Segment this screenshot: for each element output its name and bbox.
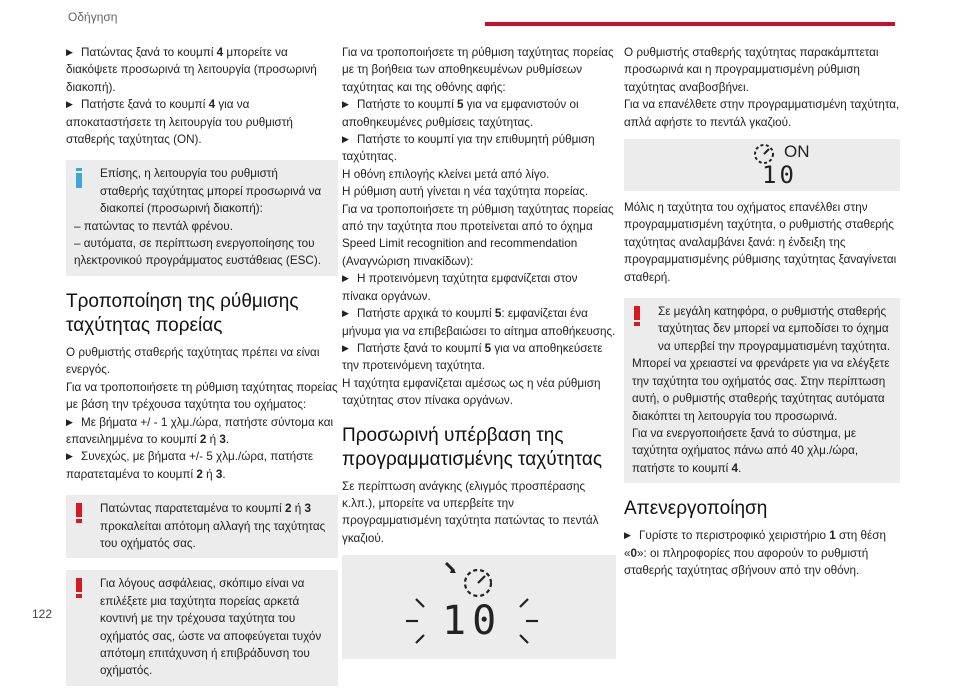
bullet-paragraph: ▶ Πατώντας ξανά το κουμπί 4 μπορείτε να διακόψετε προσωρινά τη λειτουργία (προσωρινή διακοπή). <box>66 46 317 94</box>
arrow-right-icon: ▶ <box>624 530 631 541</box>
warning-note: Σε μεγάλη κατηφόρα, ο ρυθμιστής σταθερής ταχύτητας δεν μπορεί να εμποδίσει το όχημα να υπερβεί την προγραμματισμένη ταχύτητα. Μπορεί να χρειαστεί να φρενάρετε για να ελέγξετε την ταχύτητα του οχήματός σας. Στην περίπτωση αυτή, ο ρυθμιστής σταθερής ταχύτητας αυτόματα διακόπτει τη λειτουργία του προσωρινά. Για να ενεργοποιήσετε ξανά το σύστημα, με ταχύτητα οχήματος πάνω από 40 χλμ./ώρα, πατήστε το κουμπί 4. <box>624 298 900 483</box>
column-3: Ο ρυθμιστής σταθερής ταχύτητας παρακάμπτεται προσωρινά και η προγραμματισμένη ρύθμιση ταχύτητας αναβοσβήνει. Για να επανέλθετε στην προγραμματισμένη ταχύτητα, απλά αφήστε το πεντάλ γκαζιού. ON 10 Μόλις η ταχύτητα του οχήματος επανέλθει στην προγραμματισμένη ταχύτητα, ο ρυθμιστής σταθερής ταχύτητας αναλαμβάνει ξανά: η ένδειξη της προγραμματισμένης ρύθμισης ταχύτητας ξαναγίνεται σταθερή. Σε μεγάλη κατηφόρα, ο ρυθμιστής σταθερής ταχύτητας δεν μπορεί να εμποδίσει το όχημα να υπερβεί την προγραμματισμένη ταχύτητα. Μπορεί να χρειαστεί να φρενάρετε για να ελέγξετε την ταχύτητα του οχήματός σας. Στην περίπτωση αυτή, ο ρυθμιστής σταθερής ταχύτητας αυτόματα διακόπτει τη λειτουργία του προσωρινά. Για να ενεργοποιήσετε ξανά το σύστημα, με ταχύτητα οχήματος πάνω από 40 χλμ./ώρα, πατήστε το κουμπί 4. Απενεργοποίηση ▶ Γυρίστε το περιστροφικό χειριστήριο 1 στη θέση «0»: οι πληροφορίες που αφορούν το ρυθμιστή σταθερής ταχύτητας σβήνουν από την οθόνη. <box>624 44 900 579</box>
bullet-paragraph: ▶ Πατήστε αρχικά το κουμπί 5: εμφανίζεται ένα μήνυμα για να επιβεβαιώσει το αίτημα αποθήκευσης. <box>342 307 616 338</box>
arrow-right-icon: ▶ <box>66 416 73 427</box>
arrow-right-icon: ▶ <box>342 99 349 110</box>
warning-icon <box>634 306 640 326</box>
bullet-paragraph: ▶ Η προτεινόμενη ταχύτητα εμφανίζεται στον πίνακα οργάνων. <box>342 272 578 303</box>
bullet-paragraph: ▶ Συνεχώς, με βήματα +/- 5 χλμ./ώρα, πατήστε παρατεταμένα το κουμπί 2 ή 3. <box>66 450 314 481</box>
column-2: Για να τροποποιήσετε τη ρύθμιση ταχύτητας πορείας με τη βοήθεια των αποθηκευμένων ρυθμίσεων ταχύτητας και της οθόνης αφής: ▶ Πατήστε το κουμπί 5 για να εμφανιστούν οι αποθηκευμένες ρυθμίσεις ταχύτητας. ▶ Πατήστε το κουμπί για την επιθυμητή ρύθμιση ταχύτητας. Η οθόνη επιλογής κλείνει μετά από λίγο. Η ρύθμιση αυτή γίνεται η νέα ταχύτητα πορείας. Για να τροποποιήσετε τη ρύθμιση ταχύτητας πορείας από την ταχύτητα που προτείνεται από το όχημα Speed Limit recognition and recommendation (Αναγνώριση πινακίδων): ▶ Η προτεινόμενη ταχύτητα εμφανίζεται στον πίνακα οργάνων. ▶ Πατήστε αρχικά το κουμπί 5: εμφανίζεται ένα μήνυμα για να επιβεβαιώσει το αίτημα αποθήκευσης. ▶ Πατήστε ξανά το κουμπί 5 για να αποθηκεύσετε την προτεινόμενη ταχύτητα. Η ταχύτητα εμφανίζεται αμέσως ως η νέα ρύθμιση ταχύτητας στον πίνακα οργάνων. Προσωρινή υπέρβαση της προγραμματισμένης ταχύτητας Σε περίπτωση ανάγκης (ελιγμός προσπέρασης κ.λπ.), μπορείτε να υπερβείτε την προγραμματισμένη ταχύτητα πατώντας το πεντάλ γκαζιού. 10 <box>342 44 616 667</box>
arrow-right-icon: ▶ <box>342 134 349 145</box>
info-note: Επίσης, η λειτουργία του ρυθμιστή σταθερής ταχύτητας μπορεί προσωρινά να διακοπεί (προσωρινή διακοπή): – πατώντας το πεντάλ φρένου. – αυτόματα, σε περίπτωση ενεργοποίησης του ηλεκτρονικού προγράμματος ευστάθειας (ESC). <box>66 160 338 275</box>
bullet-paragraph: ▶ Πατήστε ξανά το κουμπί 5 για να αποθηκεύσετε την προτεινόμενη ταχύτητα. <box>342 341 603 373</box>
arrow-right-icon: ▶ <box>342 342 349 353</box>
column-1: ▶ Πατώντας ξανά το κουμπί 4 μπορείτε να διακόψετε προσωρινά τη λειτουργία (προσωρινή διακοπή). ▶ Πατήστε ξανά το κουμπί 4 για να αποκαταστήσετε τη λειτουργία του ρυθμιστή σταθερής ταχύτητας (ON). Επίσης, η λειτουργία του ρυθμιστή σταθερής ταχύτητας μπορεί προσωρινά να διακοπεί (προσωρινή διακοπή): – πατώντας το πεντάλ φρένου. – αυτόματα, σε περίπτωση ενεργοποίησης του ηλεκτρονικού προγράμματος ευστάθειας (ESC). Τροποποίηση της ρύθμισης ταχύτητας πορείας Ο ρυθμιστής σταθερής ταχύτητας πρέπει να είναι ενεργός. Για να τροποποιήσετε τη ρύθμιση ταχύτητας πορείας με βάση την τρέχουσα ταχύτητα του οχήματος: ▶ Με βήματα +/ - 1 χλμ./ώρα, πατήστε σύντομα και επανειλημμένα το κουμπί 2 ή 3. ▶ Συνεχώς, με βήματα +/- 5 χλμ./ώρα, πατήστε παρατεταμένα το κουμπί 2 ή 3. Πατώντας παρατεταμένα το κουμπί 2 ή 3 προκαλείται απότομη αλλαγή της ταχύτητας του οχήματός σας. Για λόγους ασφάλειας, σκόπιμο είναι να επιλέξετε μια ταχύτητα πορείας αρκετά κοντινή με την τρέχουσα ταχύτητα του οχήματός σας, ώστε να αποφεύγεται τυχόν απότομη επιτάχυνση ή επιβράδυνση του οχήματός. <box>66 44 338 694</box>
header-title: Οδήγηση <box>68 10 118 24</box>
arrow-right-icon: ▶ <box>342 273 349 284</box>
arrow-right-icon: ▶ <box>66 451 73 462</box>
speed-digits: 10 <box>762 161 797 190</box>
section-heading: Τροποποίηση της ρύθμισης ταχύτητας πορείας <box>66 290 299 336</box>
speed-digits: 10 <box>442 598 503 645</box>
info-icon <box>76 168 82 188</box>
warning-note: Πατώντας παρατεταμένα το κουμπί 2 ή 3 προκαλείται απότομη αλλαγή της ταχύτητας του οχήματός σας. <box>66 495 338 558</box>
arrow-right-icon: ▶ <box>342 308 349 319</box>
warning-icon <box>76 503 82 523</box>
bullet-paragraph: ▶ Πατήστε ξανά το κουμπί 4 για να αποκαταστήσετε τη λειτουργία του ρυθμιστή σταθερής ταχύτητας (ON). <box>66 98 293 147</box>
arrow-right-icon: ▶ <box>66 99 73 110</box>
section-heading: Απενεργοποίηση <box>624 498 768 520</box>
bullet-paragraph: ▶ Γυρίστε το περιστροφικό χειριστήριο 1 στη θέση «0»: οι πληροφορίες που αφορούν το ρυθμιστή σταθερής ταχύτητας σβήνουν από την οθόνη. <box>624 529 886 577</box>
warning-icon <box>76 578 82 598</box>
bullet-paragraph: ▶ Πατήστε το κουμπί 5 για να εμφανιστούν οι αποθηκευμένες ρυθμίσεις ταχύτητας. <box>342 98 579 129</box>
section-heading: Προσωρινή υπέρβαση της προγραμματισμένης ταχύτητας <box>342 424 603 470</box>
bullet-paragraph: ▶ Με βήματα +/ - 1 χλμ./ώρα, πατήστε σύντομα και επανειλημμένα το κουμπί 2 ή 3. <box>66 415 334 446</box>
page-number: 122 <box>32 607 53 621</box>
speed-display-on <box>624 139 900 191</box>
warning-note: Για λόγους ασφάλειας, σκόπιμο είναι να επιλέξετε μια ταχύτητα πορείας αρκετά κοντινή με την τρέχουσα ταχύτητα του οχήματός σας, ώστε να αποφεύγεται τυχόν απότομη επιτάχυνση ή επιβράδυνση του οχήματός. <box>66 570 338 685</box>
speed-display-overspeed <box>342 555 616 659</box>
header-accent-bar <box>485 22 895 26</box>
bullet-paragraph: ▶ Πατήστε το κουμπί για την επιθυμητή ρύθμιση ταχύτητας. <box>342 133 595 164</box>
cruise-status-on: ON <box>784 142 810 162</box>
arrow-right-icon: ▶ <box>66 47 73 57</box>
